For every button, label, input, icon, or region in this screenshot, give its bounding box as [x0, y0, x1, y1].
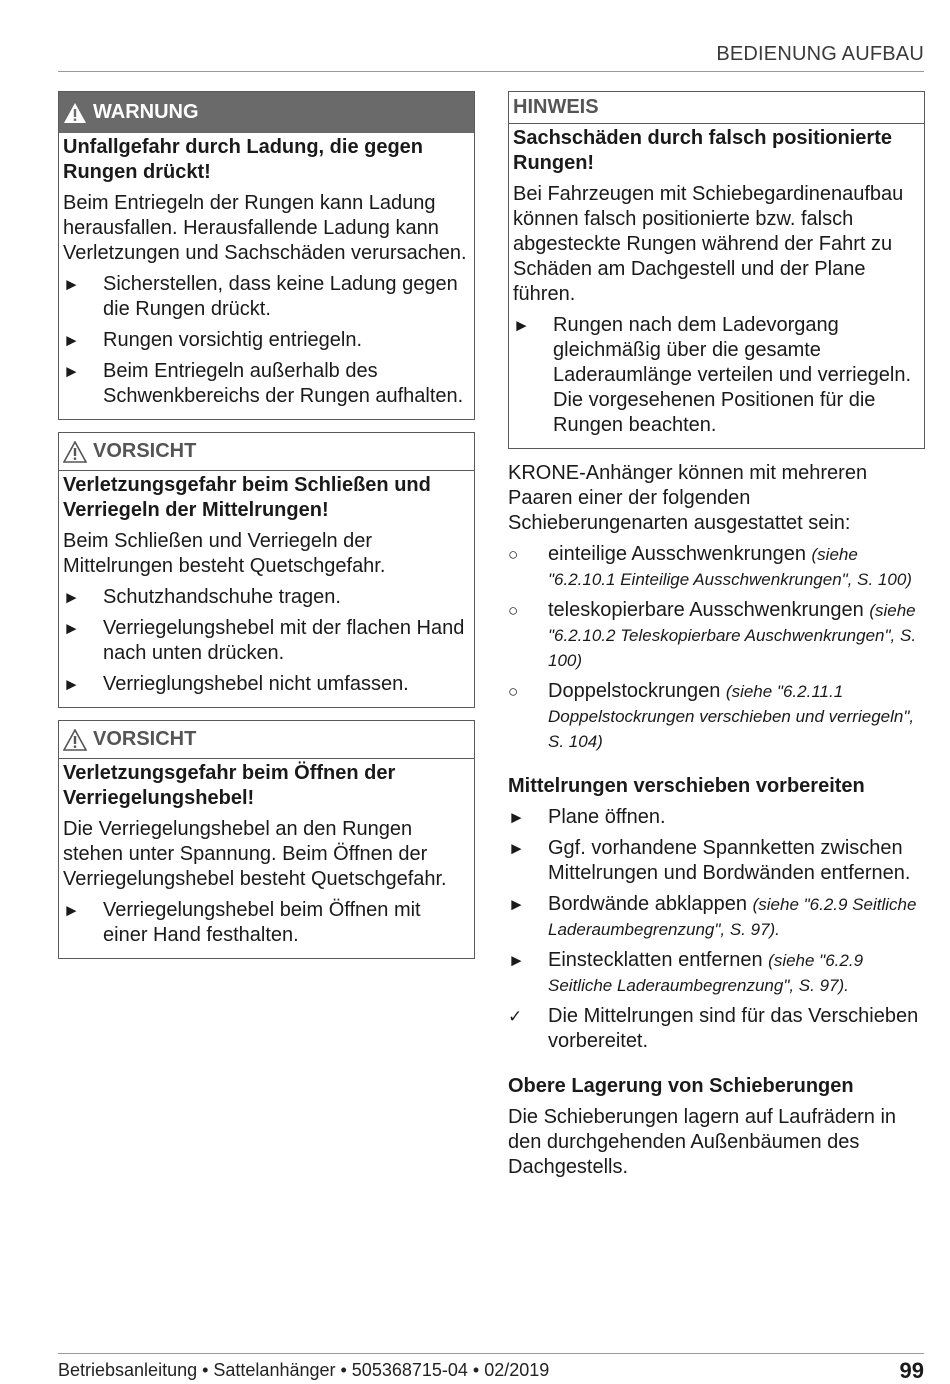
- step-text: Plane öffnen.: [548, 806, 666, 828]
- list-item: [63, 585, 470, 610]
- option-list: [508, 542, 925, 754]
- caution-triangle-icon: [63, 441, 87, 463]
- footer-divider: [58, 1353, 924, 1354]
- caution-box-1: [58, 432, 475, 708]
- warning-triangle-icon: [63, 102, 87, 124]
- circle-bullet-icon: ○: [508, 601, 519, 620]
- step-text: Verriegelungshebel mit der flachen Hand nach unten drücken.: [103, 617, 465, 664]
- page-number: 99: [899, 1358, 924, 1383]
- list-item: [63, 898, 470, 948]
- list-item: [508, 948, 925, 998]
- caution-steps: [63, 898, 470, 948]
- step-arrow-icon: ►: [508, 839, 525, 858]
- notice-title: Sachschäden durch falsch positionierte Rungen!: [513, 127, 892, 174]
- step-text: Verrieglungshebel nicht umfassen.: [103, 673, 409, 695]
- step-arrow-icon: ►: [63, 588, 80, 607]
- list-item: [508, 805, 925, 830]
- step-text: Rungen vorsichtig entriegeln.: [103, 329, 363, 351]
- left-column: [58, 91, 475, 971]
- list-item: [508, 679, 925, 754]
- warning-header: [59, 92, 474, 133]
- caution-triangle-icon: [63, 729, 87, 751]
- procedure-steps: [508, 805, 925, 1054]
- checkmark-icon: ✓: [508, 1007, 523, 1026]
- step-arrow-icon: ►: [508, 895, 525, 914]
- intro-text: KRONE-Anhänger können mit mehreren Paaren einer der folgenden Schieberungenarten ausgestattet sein:: [508, 462, 868, 534]
- step-arrow-icon: ►: [63, 275, 80, 294]
- list-item: [508, 836, 925, 886]
- caution-title: Verletzungsgefahr beim Schließen und Verriegeln der Mittelrungen!: [63, 474, 431, 521]
- step-text: Bordwände abklappen: [548, 893, 748, 915]
- caution-text: Die Verriegelungshebel an den Rungen stehen unter Spannung. Beim Öffnen der Verriegelungshebel besteht Quetschgefahr.: [63, 818, 447, 890]
- caution-box-2: [58, 720, 475, 959]
- step-text: Sicherstellen, dass keine Ladung gegen die Rungen drückt.: [103, 273, 458, 320]
- list-item: [63, 272, 470, 322]
- intro-section: [508, 461, 925, 1180]
- step-text: Beim Entriegeln außerhalb des Schwenkbereichs der Rungen aufhalten.: [103, 360, 464, 407]
- warning-title: Unfallgefahr durch Ladung, die gegen Rungen drückt!: [63, 136, 424, 183]
- result-item: [508, 1004, 925, 1054]
- step-arrow-icon: ►: [63, 675, 80, 694]
- cross-reference: (siehe "6.2.10.2 Teleskopierbare Auschwenkrungen", S. 100): [548, 601, 917, 670]
- step-arrow-icon: ►: [63, 362, 80, 381]
- list-item: [508, 542, 925, 592]
- warning-steps: [63, 272, 470, 409]
- list-item: [508, 598, 925, 673]
- caution-steps: [63, 585, 470, 697]
- cross-reference: (siehe "6.2.10.1 Einteilige Ausschwenkrungen", S. 100): [548, 545, 912, 589]
- cross-reference: (siehe "6.2.9 Seitliche Laderaumbegrenzung", S. 97).: [548, 895, 917, 939]
- step-text: Einstecklatten entfernen: [548, 949, 763, 971]
- step-text: Rungen nach dem Ladevorgang gleichmäßig über die gesamte Laderaumlänge verteilen und verriegeln. Die vorgesehenen Positionen für die Rungen beachten.: [553, 314, 912, 436]
- right-column: [508, 91, 925, 1186]
- notice-text: Bei Fahrzeugen mit Schiebegardinenaufbau können falsch positionierte bzw. falsch abgesteckte Rungen während der Fahrt zu Schäden am Dachgestell und der Plane führen.: [513, 183, 904, 305]
- section-text: Die Schieberungen lagern auf Laufrädern in den durchgehenden Außenbäumen des Dachgestells.: [508, 1106, 897, 1178]
- list-item: [63, 359, 470, 409]
- warning-label: WARNUNG: [93, 101, 199, 123]
- step-text: Schutzhandschuhe tragen.: [103, 586, 341, 608]
- footer-document-info: Betriebsanleitung • Sattelanhänger • 505368715-04 • 02/2019: [58, 1360, 550, 1380]
- circle-bullet-icon: ○: [508, 545, 519, 564]
- list-item: [63, 328, 470, 353]
- caution-header: [59, 721, 474, 759]
- header-divider: [58, 71, 924, 72]
- notice-label: HINWEIS: [513, 96, 599, 118]
- section-heading: Mittelrungen verschieben vorbereiten: [508, 775, 865, 797]
- warning-box: [58, 91, 475, 420]
- option-text: Doppelstockrungen: [548, 680, 721, 702]
- step-arrow-icon: ►: [508, 951, 525, 970]
- notice-steps: [513, 313, 920, 438]
- caution-label: VORSICHT: [93, 440, 197, 462]
- step-arrow-icon: ►: [63, 901, 80, 920]
- option-text: einteilige Ausschwenkrungen: [548, 543, 806, 565]
- caution-text: Beim Schließen und Verriegeln der Mittelrungen besteht Quetschgefahr.: [63, 530, 386, 577]
- notice-header: [509, 92, 924, 124]
- step-arrow-icon: ►: [513, 316, 530, 335]
- running-header: BEDIENUNG AUFBAU: [716, 43, 924, 65]
- step-text: Ggf. vorhandene Spannketten zwischen Mittelrungen und Bordwänden entfernen.: [548, 837, 911, 884]
- step-arrow-icon: ►: [63, 331, 80, 350]
- list-item: [513, 313, 920, 438]
- circle-bullet-icon: ○: [508, 682, 519, 701]
- section-heading: Obere Lagerung von Schieberungen: [508, 1075, 854, 1097]
- step-arrow-icon: ►: [63, 619, 80, 638]
- notice-box: [508, 91, 925, 449]
- list-item: [63, 616, 470, 666]
- list-item: [508, 892, 925, 942]
- result-text: Die Mittelrungen sind für das Verschieben vorbereitet.: [548, 1005, 919, 1052]
- caution-label: VORSICHT: [93, 728, 197, 750]
- step-arrow-icon: ►: [508, 808, 525, 827]
- caution-title: Verletzungsgefahr beim Öffnen der Verriegelungshebel!: [63, 762, 396, 809]
- cross-reference: (siehe "6.2.9 Seitliche Laderaumbegrenzung", S. 97).: [548, 951, 864, 995]
- warning-text: Beim Entriegeln der Rungen kann Ladung herausfallen. Herausfallende Ladung kann Verletzungen und Sachschäden verursachen.: [63, 192, 467, 264]
- step-text: Verriegelungshebel beim Öffnen mit einer Hand festhalten.: [103, 899, 421, 946]
- cross-reference: (siehe "6.2.11.1 Doppelstockrungen verschieben und verriegeln", S. 104): [548, 682, 915, 751]
- option-text: teleskopierbare Ausschwenkrungen: [548, 599, 864, 621]
- caution-header: [59, 433, 474, 471]
- list-item: [63, 672, 470, 697]
